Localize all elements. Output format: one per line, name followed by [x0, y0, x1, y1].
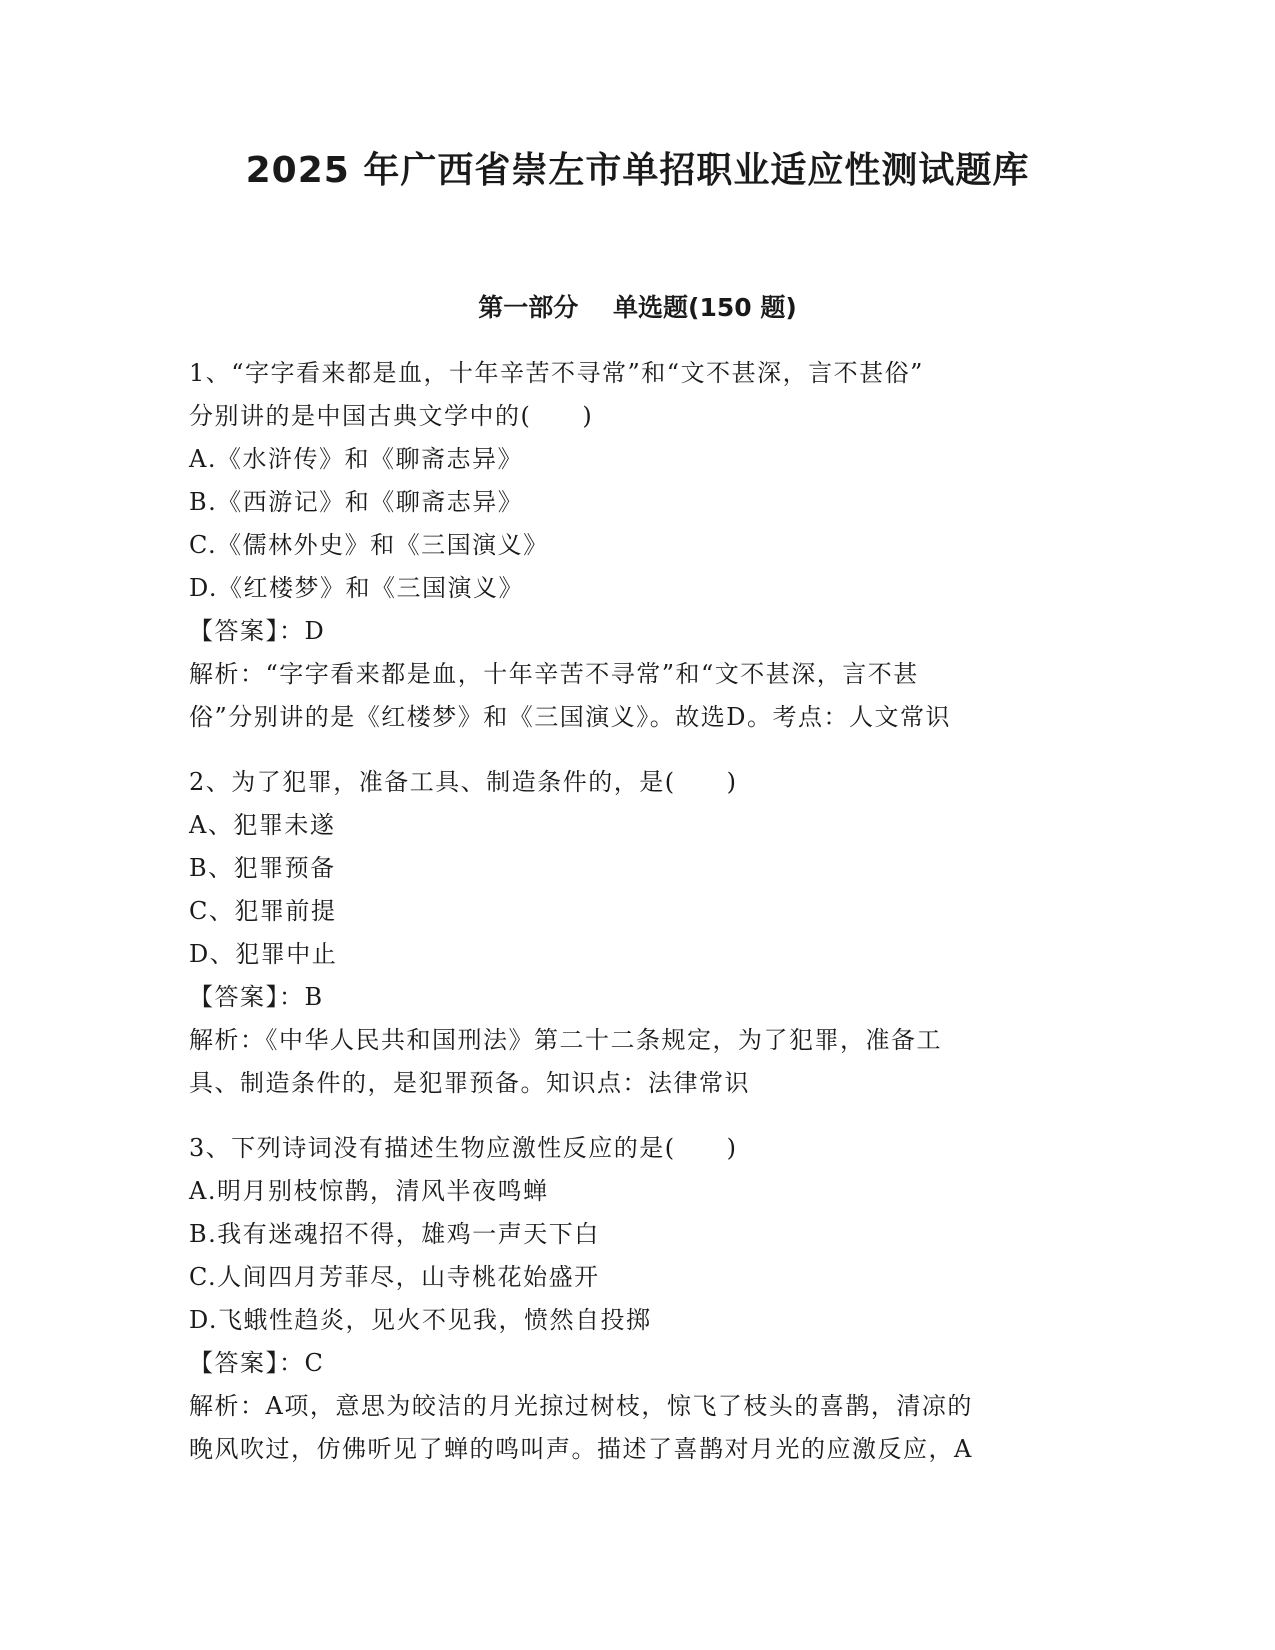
option-a: A.《水浒传》和《聊斋志异》 — [189, 445, 523, 473]
analysis-line: 俗”分别讲的是《红楼梦》和《三国演义》。故选D。考点：人文常识 — [189, 703, 952, 731]
question-2 — [189, 761, 1094, 1105]
option-c: C、犯罪前提 — [189, 897, 337, 925]
option-d: D.飞蛾性趋炎，见火不见我，愤然自投掷 — [189, 1306, 652, 1334]
section-title: 第一部分 单选题(150 题) — [478, 293, 797, 322]
option-c: C.人间四月芳菲尽，山寺桃花始盛开 — [189, 1263, 600, 1291]
analysis-line: 晚风吹过，仿佛听见了蝉的鸣叫声。描述了喜鹊对月光的应激反应，A — [189, 1435, 973, 1463]
question-stem-line: 3、下列诗词没有描述生物应激性反应的是( ) — [189, 1134, 738, 1162]
answer-label: 【答案】：D — [189, 617, 326, 645]
option-c: C.《儒林外史》和《三国演义》 — [189, 531, 549, 559]
option-b: B.《西游记》和《聊斋志异》 — [189, 488, 524, 516]
question-stem-line: 分别讲的是中国古典文学中的( ) — [189, 402, 594, 430]
option-d: D、犯罪中止 — [189, 940, 338, 968]
question-list — [189, 352, 1094, 1493]
analysis-line: 具、制造条件的，是犯罪预备。知识点：法律常识 — [189, 1069, 750, 1097]
analysis-line: 解析：“字字看来都是血，十年辛苦不寻常”和“文不甚深，言不甚 — [189, 660, 919, 688]
question-1 — [189, 352, 1094, 739]
analysis-line: 解析：《中华人民共和国刑法》第二十二条规定，为了犯罪，准备工 — [189, 1026, 942, 1054]
question-stem-line: 1、“字字看来都是血，十年辛苦不寻常”和“文不甚深，言不甚俗” — [189, 359, 924, 387]
option-b: B、犯罪预备 — [189, 854, 336, 882]
question-3 — [189, 1127, 1094, 1471]
option-a: A、犯罪未遂 — [189, 811, 336, 839]
option-d: D.《红楼梦》和《三国演义》 — [189, 574, 525, 602]
question-stem-line: 2、为了犯罪，准备工具、制造条件的，是( ) — [189, 768, 738, 796]
analysis-line: 解析：A项，意思为皎洁的月光掠过树枝，惊飞了枝头的喜鹊，清凉的 — [189, 1392, 973, 1420]
document-title: 2025 年广西省崇左市单招职业适应性测试题库 — [245, 150, 1030, 191]
answer-label: 【答案】：C — [189, 1349, 325, 1377]
answer-label: 【答案】：B — [189, 983, 324, 1011]
option-b: B.我有迷魂招不得，雄鸡一声天下白 — [189, 1220, 600, 1248]
option-a: A.明月别枝惊鹊，清风半夜鸣蝉 — [189, 1177, 549, 1205]
